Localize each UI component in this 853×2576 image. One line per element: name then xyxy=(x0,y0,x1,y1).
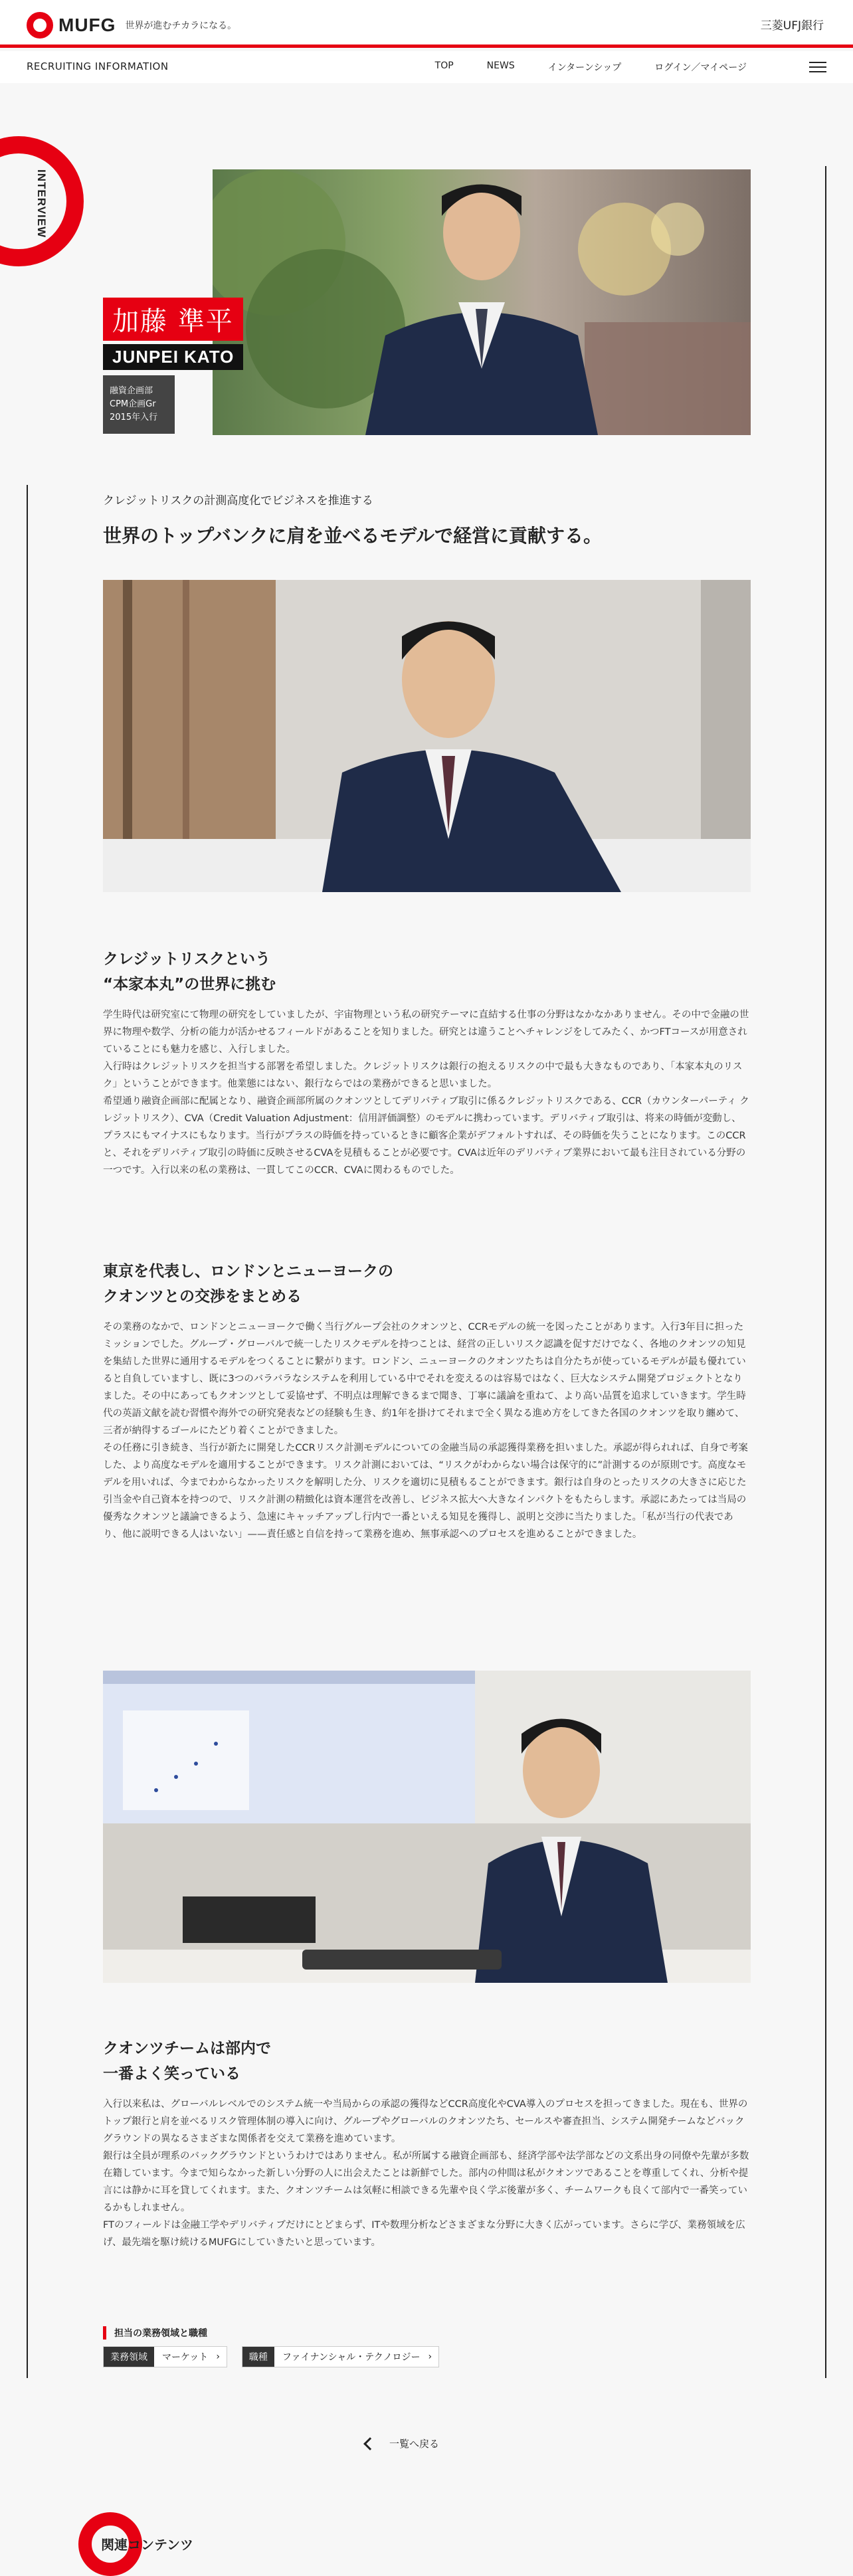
related-contents-title: 関連コンテンツ xyxy=(101,2537,193,2553)
back-to-list-link[interactable] xyxy=(365,2437,439,2450)
profile-group: CPM企画Gr xyxy=(110,399,156,409)
section-2-body: その業務のなかで、ロンドンとニューヨークで働く当行グループ会社のクオンツと、CCRモデルの統一を図ったことがあります。入行3年目に担ったミッションでした。グループ・グローバルで統一したリスクモデルを持つことは、経営の正しいリスク認識を促すだけでなく、各地のクオンツの知見を集結した世界に通用するモデルをつくることに繋がります。ロンドン、ニューヨークのクオンツたちは自分たちが使っているモデルが最も優れていると自負していますし、既に3つのバラバラなシステムを利用している中でそれを変えるのは容易ではなく、巨大なシステム開発プロジェクトとなりました。その中にあってもクオンツとして妥協せず、不明点は理解できるまで聞き、丁寧に議論を重ねて、より高い品質を追求していきます。学生時代の英語文献を読む習慣や海外での研究発表などの経験も生き、約1年を掛けてそれまで全く異なる進め方をしてきた各国のクオンツを取り纏めて、三者が納得するゴールにたどり着くことができました。 その任務に引き続き、当行が新たに開発したCCRリスク計測モデルについての金融当局の承認獲得業務を担いました。承認が得られれば、自身で考案した、より高度なモデルを適用することができます。リスク計測においては、“リスクがわからない場合は保守的に”計測するのが原則です。高度なモデルを用いれば、今までわからなかったリスクを解明した分、リスクを適切に見積もることができます。銀行は自身のとったリスクの大きさに応じた引当金や自己資本を持つので、リスク計測の精緻化は資本運営を改善し、ビジネス拡大へ大きなインパクトをもたらします。承認にあたっては当局の優秀なクオンツと議論できるよう、急速にキャッチアップし行内で一番といえる知見を獲得し、説明と交渉に当たりました。「私が当行の代表であり、他に説明できる人はいない」——責任感と自信を持って業務を進め、無事承認へのプロセスを進めることができました。 xyxy=(103,1322,748,1540)
chip-job-type-key: 職種 xyxy=(242,2347,274,2367)
nav-link-internship[interactable]: インターンシップ xyxy=(547,62,622,73)
article-photo-1 xyxy=(103,580,751,892)
name-english: JUNPEI KATO xyxy=(103,344,243,370)
chip-job-type[interactable] xyxy=(242,2346,439,2367)
chip-business-field-value: マーケット xyxy=(162,2352,209,2363)
chip-business-field[interactable] xyxy=(103,2346,227,2367)
section-3-heading-line2: 一番よく笑っている xyxy=(103,2065,240,2082)
mufg-logo[interactable] xyxy=(27,12,237,39)
section-2-heading-line2: クオンツとの交渉をまとめる xyxy=(103,1288,302,1305)
nav-title[interactable]: RECRUITING INFORMATION xyxy=(27,60,169,72)
lead-subtitle: クレジットリスクの計測高度化でビジネスを推進する xyxy=(103,494,373,507)
section-1-body: 学生時代は研究室にて物理の研究をしていましたが、宇宙物理という私の研究テーマに直結する仕事の分野はなかなかありません。その中で金融の世界に物理や数学、分析の能力が活かせるフィールドがあることを知りました。研究とは違うことへチャレンジをしてみたく、かつFTコースが用意されていることにも魅力を感じ、入行しました。 入行時はクレジットリスクを担当する部署を希望しました。クレジットリスクは銀行の抱えるリスクの中で最も大きなものであり、「本家本丸のリスク」ということができます。他業態にはない、銀行ならではの業務ができると思いました。 希望通り融資企画部に配属となり、融資企画部所属のクオンツとしてデリバティブ取引に係るクレジットリスクである、CCR（カウンターパーティ クレジットリスク）、CVA（Credit Valuation Adjustment：信用評価調整）のモデルに携わっています。デリバティブ取引は、将来の時価が変動し、プラスにもマイナスにもなります。当行がプラスの時価を持っているときに顧客企業がデフォルトすれば、その時価を失うことになります。このCCRと、それをデリバティブ取引の時価に反映させるCVAを見積もることが必要です。CVAは近年のデリバティブ業界において最も注目されている分野の一つです。入行以来の私の業務は、一貫してこのCCR、CVAに関わるものでした。 xyxy=(103,1010,749,1176)
interview-badge-label: INTERVIEW xyxy=(35,169,48,238)
nav-link-top[interactable]: TOP xyxy=(434,60,454,71)
hero-photo xyxy=(213,169,751,435)
name-japanese: 加藤 準平 xyxy=(103,298,243,341)
top-bar xyxy=(0,0,853,48)
nav-link-login[interactable]: ログイン／マイページ xyxy=(654,62,747,73)
logo-text: MUFG xyxy=(58,15,116,35)
nav-link-news[interactable]: NEWS xyxy=(486,60,515,71)
chevron-left-icon xyxy=(363,2437,377,2450)
job-field-label: 担当の業務領域と職種 xyxy=(103,2326,207,2340)
job-field-chips xyxy=(103,2346,439,2367)
chip-job-type-value: ファイナンシャル・テクノロジー xyxy=(282,2352,421,2363)
article-photo-2 xyxy=(103,1671,751,1983)
mufg-logo-icon xyxy=(27,12,53,39)
left-rule xyxy=(27,485,28,2378)
section-2-heading-line1: 東京を代表し、ロンドンとニューヨークの xyxy=(103,1263,393,1280)
chip-business-field-key: 業務領域 xyxy=(104,2347,154,2367)
section-1-heading-line2: “本家本丸”の世界に挑む xyxy=(103,976,276,993)
section-3-body: 入行以来私は、グローバルレベルでのシステム統一や当局からの承認の獲得などCCR高度化やCVA導入のプロセスを担ってきました。現在も、世界のトップ銀行と肩を並べるリスク管理体制の導入に向け、グループやグローバルのクオンツたち、セールスや審査担当、システム開発チームなどバックグラウンドの異なるさまざまな関係者を交えて業務を進めています。 銀行は全員が理系のバックグラウンドというわけではありません。私が所属する融資企画部も、経済学部や法学部などの文系出身の同僚や先輩が多数在籍しています。今まで知らなかった新しい分野の人に出会えたことは新鮮でした。部内の仲間は私がクオンツであることを尊重してくれ、分析や提言には静かに耳を貸してくれます。また、クオンツチームは気軽に相談できる先輩や良く学ぶ後輩が多く、チームワークも良くて部内で一番笑っているかもしれません。 FTのフィールドは金融工学やデリバティブだけにとどまらず、ITや数理分析などさまざまな分野に大きく広がっています。さらに学び、業務領域を広げ、最先端を駆け続けるMUFGにしていきたいと思っています。 xyxy=(103,2099,749,2248)
profile-info xyxy=(103,375,175,434)
nav-links xyxy=(435,60,747,74)
lead-title: 世界のトップバンクに肩を並べるモデルで経営に貢献する。 xyxy=(103,525,602,547)
chevron-right-icon: › xyxy=(216,2351,220,2362)
section-1-heading xyxy=(103,947,276,997)
back-to-list-label: 一覧へ戻る xyxy=(389,2438,440,2450)
bank-name-link[interactable]: 三菱UFJ銀行 xyxy=(760,19,824,33)
profile-dept: 融資企画部 xyxy=(110,386,153,396)
section-3-heading xyxy=(103,2036,271,2086)
section-3-heading-line1: クオンツチームは部内で xyxy=(103,2040,271,2057)
main-nav xyxy=(0,51,853,83)
section-1-heading-line1: クレジットリスクという xyxy=(103,951,270,968)
section-2-heading xyxy=(103,1259,393,1309)
profile-year: 2015年入行 xyxy=(110,413,158,422)
chevron-right-icon: › xyxy=(428,2351,432,2362)
right-rule xyxy=(825,166,826,2378)
menu-icon[interactable] xyxy=(809,62,826,72)
logo-tagline: 世界が進むチカラになる。 xyxy=(125,21,237,31)
